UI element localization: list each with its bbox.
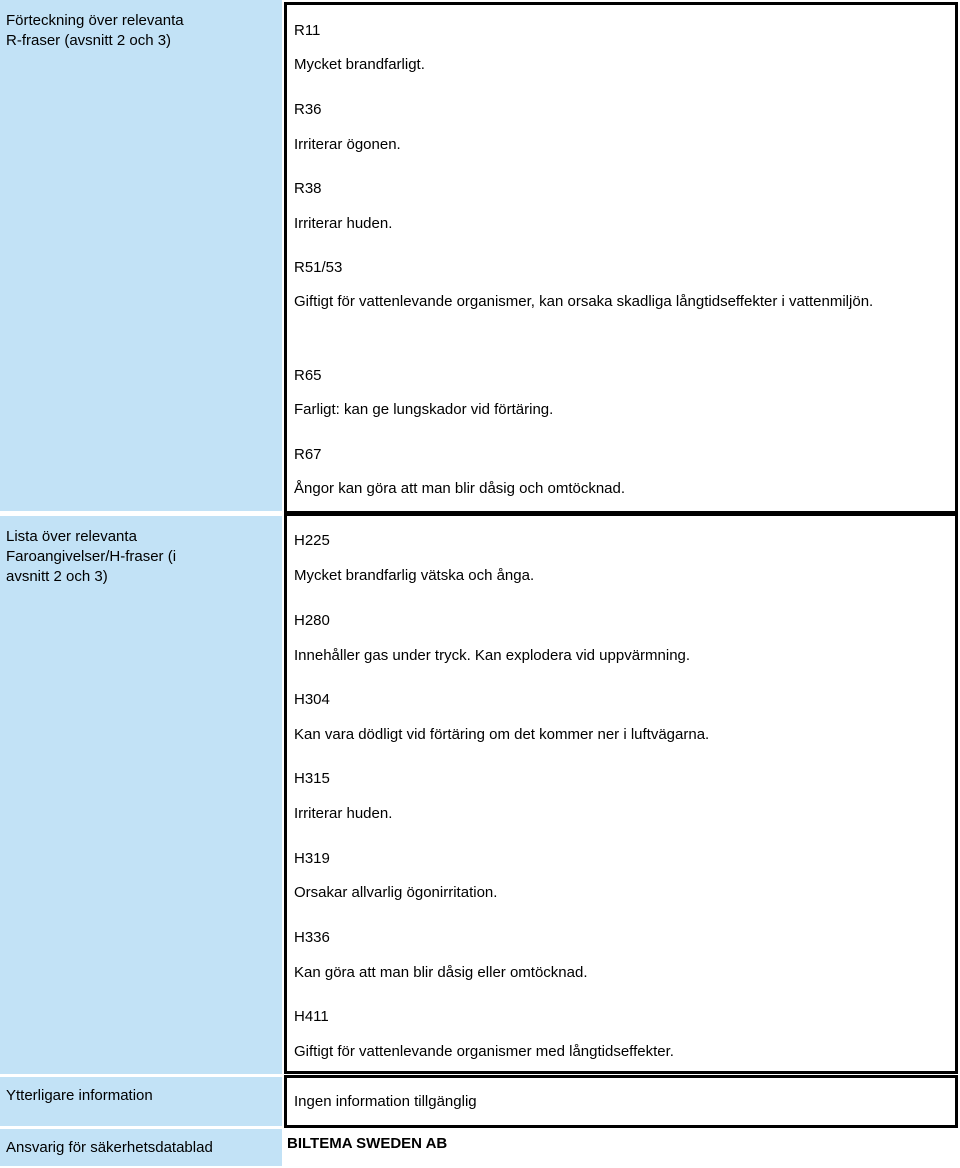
h-phrase-code: H304 — [294, 691, 330, 708]
h-phrase-text: Giftigt för vattenlevande organismer med långtidseffekter. — [294, 1043, 674, 1060]
h-phrase-code: H315 — [294, 770, 330, 787]
h-phrase-code: H225 — [294, 532, 330, 549]
h-phrase-text: Orsakar allvarlig ögonirritation. — [294, 884, 498, 901]
h-phrase-text: Kan vara dödligt vid förtäring om det kommer ner i luftvägarna. — [294, 726, 710, 743]
responsible-value: BILTEMA SWEDEN AB — [287, 1135, 448, 1152]
h-phrases-label-line1: Lista över relevanta — [6, 528, 137, 545]
r-phrase-text: Ångor kan göra att man blir dåsig och omtöcknad. — [294, 480, 626, 497]
r-phrase-code: R11 — [294, 22, 321, 39]
additional-info-label — [0, 1077, 282, 1126]
h-phrase-text: Mycket brandfarlig vätska och ånga. — [294, 567, 535, 584]
h-phrase-code: H411 — [294, 1008, 329, 1025]
h-phrases-label — [0, 516, 282, 1074]
r-phrase-code: R51/53 — [294, 259, 343, 276]
r-phrase-code: R65 — [294, 367, 322, 384]
responsible-label-text: Ansvarig för säkerhetsdatablad — [6, 1139, 213, 1156]
r-phrase-text: Irriterar ögonen. — [294, 136, 401, 153]
h-phrase-code: H336 — [294, 929, 330, 946]
additional-info-label-text: Ytterligare information — [6, 1087, 153, 1104]
additional-info-box — [284, 1075, 958, 1128]
r-phrases-label — [0, 0, 282, 511]
h-phrase-code: H319 — [294, 850, 330, 867]
r-phrase-text: Irriterar huden. — [294, 215, 393, 232]
h-phrases-label-line3: avsnitt 2 och 3) — [6, 568, 108, 585]
r-phrase-text: Giftigt för vattenlevande organismer, kan orsaka skadliga långtidseffekter i vattenmiljön. — [294, 293, 874, 310]
responsible-label — [0, 1129, 282, 1166]
h-phrase-text: Irriterar huden. — [294, 805, 393, 822]
r-phrase-code: R36 — [294, 101, 322, 118]
r-phrase-text: Farligt: kan ge lungskador vid förtäring. — [294, 401, 554, 418]
r-phrases-label-line1: Förteckning över relevanta — [6, 12, 184, 29]
r-phrase-code: R38 — [294, 180, 322, 197]
r-phrase-code: R67 — [294, 446, 322, 463]
h-phrases-label-line2: Faroangivelser/H-fraser (i — [6, 548, 177, 565]
h-phrases-box — [284, 513, 958, 1074]
h-phrase-text: Kan göra att man blir dåsig eller omtöcknad. — [294, 964, 588, 981]
r-phrase-text: Mycket brandfarligt. — [294, 56, 425, 73]
additional-info-value: Ingen information tillgänglig — [294, 1093, 477, 1110]
r-phrases-box — [284, 2, 958, 514]
h-phrase-code: H280 — [294, 612, 330, 629]
h-phrase-text: Innehåller gas under tryck. Kan explodera vid uppvärmning. — [294, 647, 691, 664]
r-phrases-label-line2: R-fraser (avsnitt 2 och 3) — [6, 32, 172, 49]
